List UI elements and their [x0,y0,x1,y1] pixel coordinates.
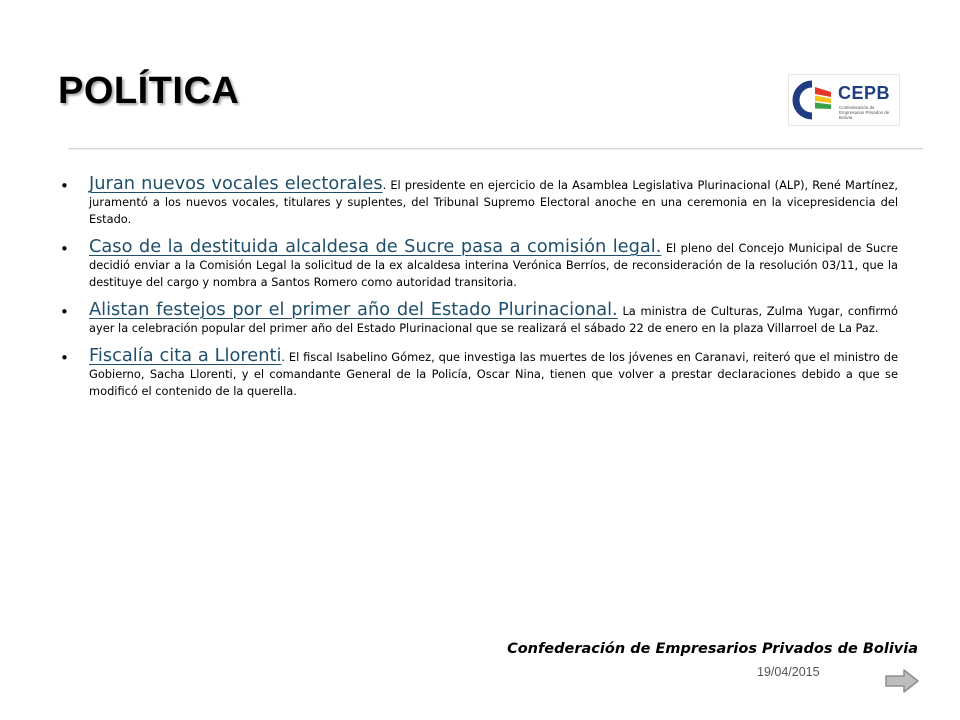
news-body-text: El pleno del Concejo Municipal de Sucre decidió enviar a la Comisión Legal la solicitud de la ex alcaldesa interina Verónica Berríos, de reconsideración de la resolución 03/11, que la destituye del cargo y nombra a Santos Romero como autoridad transitoria. [89,241,898,289]
news-list [60,175,898,410]
news-headline-link[interactable]: Alistan festejos por el primer año del Estado Plurinacional. [89,299,618,320]
footer-date: 19/04/2015 [757,665,820,679]
news-item [60,301,898,337]
right-arrow-icon [884,668,920,694]
news-body-text: La ministra de Culturas, Zulma Yugar, confirmó ayer la celebración popular del primer año del Estado Plurinacional que se realizará el sábado 22 de enero en la plaza Villarroel de La Paz. [89,304,899,335]
logo-subtitle: Confederación de Empresarios Privados de Bolivia [839,105,890,120]
news-headline-link[interactable]: Fiscalía cita a Llorenti [89,345,282,366]
news-body-text: El presidente en ejercicio de la Asamblea Legislativa Plurinacional (ALP), René Martínez, juramentó a los nuevos vocales, titulares y suplentes, del Tribunal Supremo Electoral anoche en una ceremonia en la vicepresidencia del Estado. [89,178,898,226]
news-item [60,238,898,291]
news-item [60,175,898,228]
bullet-dot-icon: • [60,177,69,195]
bullet-dot-icon: • [60,240,69,258]
cepb-logo-icon [791,79,837,121]
divider-line [68,148,923,149]
news-headline-link[interactable]: Caso de la destituida alcaldesa de Sucre pasa a comisión legal. [89,236,662,257]
logo-name: CEPB [838,83,891,103]
headline-separator: . [281,350,289,364]
news-body-text: El fiscal Isabelino Gómez, que investiga las muertes de los jóvenes en Caranavi, reiteró que el ministro de Gobierno, Sacha Llorenti, y el comandante General de la Policía, Oscar Nina, tienen que volver a prestar declaraciones debido a que se modificó el contenido de la querella. [89,350,898,398]
footer-organization: Confederación de Empresarios Privados de Bolivia [507,641,918,657]
next-slide-button[interactable] [884,668,920,694]
bullet-dot-icon: • [60,349,69,367]
news-headline-link[interactable]: Juran nuevos vocales electorales [89,173,383,194]
bullet-dot-icon: • [60,303,69,321]
headline-separator: . [382,178,391,192]
slide-title: POLÍTICA [58,70,240,112]
news-item [60,347,898,400]
cepb-logo [788,74,900,126]
